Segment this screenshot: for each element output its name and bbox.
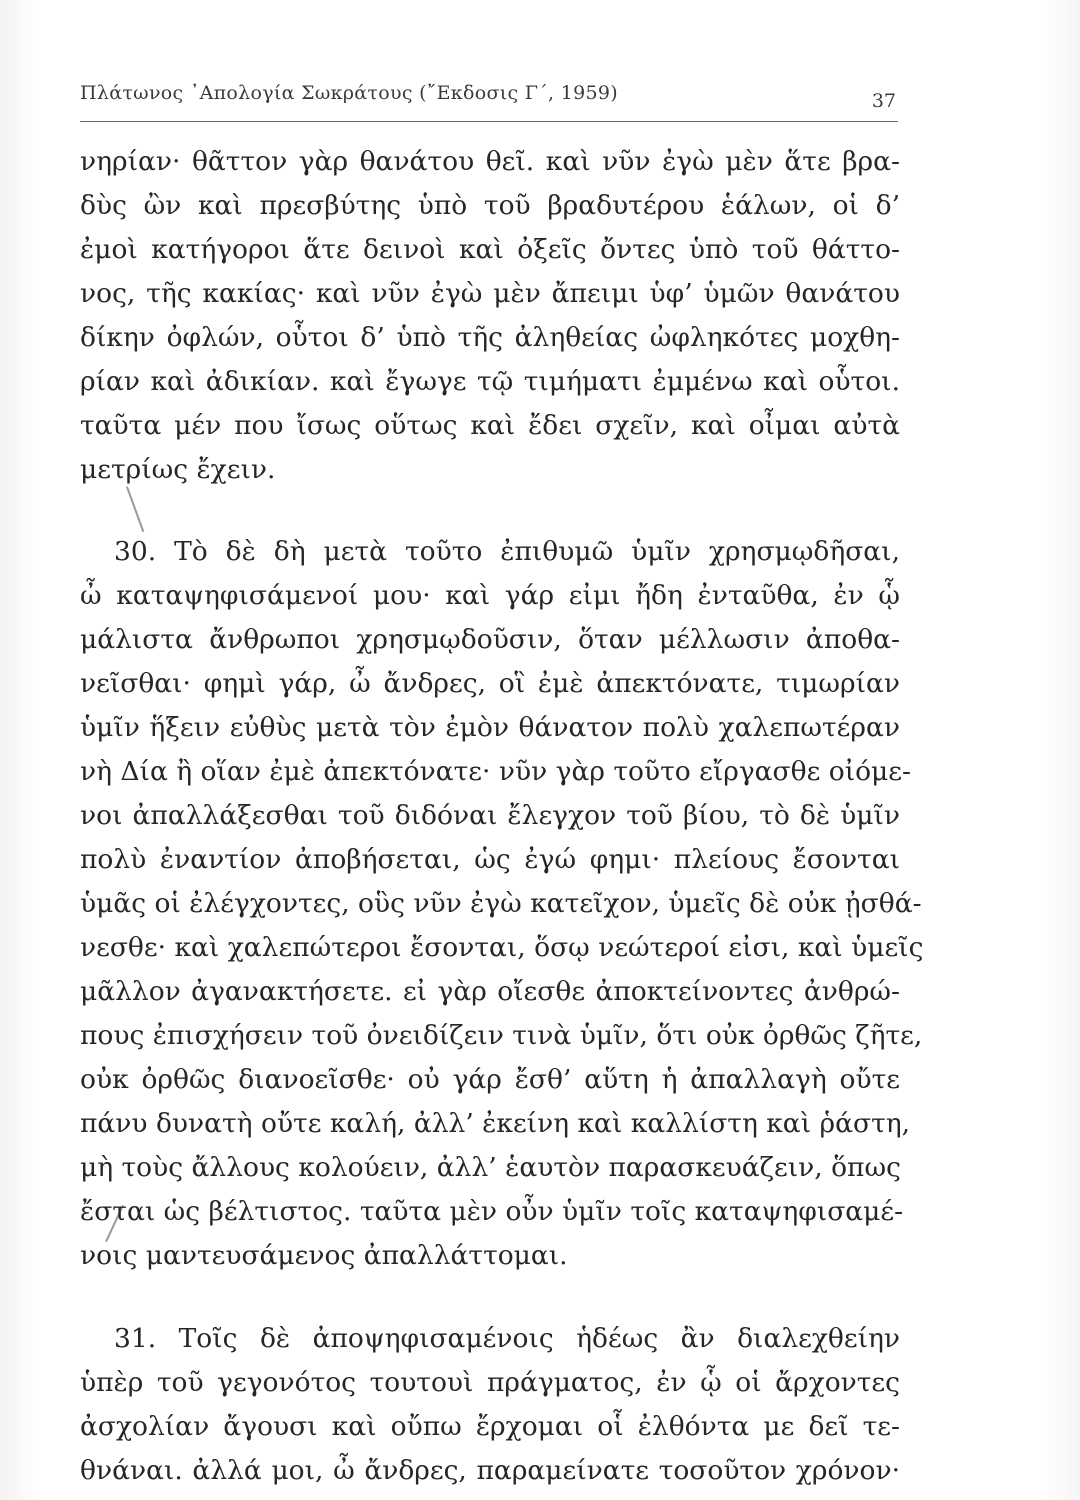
paragraph-1	[80, 140, 900, 492]
text-line: μάλιστα ἄνθρωποι χρησμῳδοῦσιν, ὅταν μέλλωσιν ἀποθα-	[80, 624, 900, 655]
text-line: ἐμοὶ κατήγοροι ἅτε δεινοὶ καὶ ὀξεῖς ὄντες ὑπὸ τοῦ θάττο-	[80, 234, 900, 265]
text-line: νεσθε· καὶ χαλεπώτεροι ἔσονται, ὅσῳ νεώτεροί εἰσι, καὶ ὑμεῖς	[80, 932, 924, 963]
text-line: ὦ καταψηφισάμενοί μου· καὶ γάρ εἰμι ἤδη ἐνταῦθα, ἐν ᾧ	[80, 580, 900, 611]
text-line: μὴ τοὺς ἄλλους κολούειν, ἀλλ’ ἑαυτὸν παρασκευάζειν, ὅπως	[80, 1152, 901, 1183]
text-line: νηρίαν· θᾶττον γὰρ θανάτου θεῖ. καὶ νῦν ἐγὼ μὲν ἅτε βρα-	[80, 146, 900, 177]
paragraph-31	[80, 1317, 900, 1493]
text-line: πάνυ δυνατὴ οὔτε καλή, ἀλλ’ ἐκείνη καὶ καλλίστη καὶ ῥάστη,	[80, 1108, 911, 1139]
text-line: ἀσχολίαν ἄγουσι καὶ οὔπω ἔρχομαι οἷ ἐλθόντα με δεῖ τε-	[80, 1411, 900, 1442]
page-number: 37	[871, 90, 896, 112]
text-line: οὐκ ὀρθῶς διανοεῖσθε· οὐ γάρ ἔσθ’ αὕτη ἡ ἀπαλλαγὴ οὔτε	[80, 1064, 900, 1095]
text-line: 31. Τοῖς δὲ ἀποψηφισαμένοις ἡδέως ἂν διαλεχθείην	[114, 1323, 900, 1354]
paragraph-30	[80, 530, 924, 1278]
running-header	[80, 82, 898, 122]
text-line: ὑμᾶς οἱ ἐλέγχοντες, οὓς νῦν ἐγὼ κατεῖχον, ὑμεῖς δὲ οὐκ ᾐσθά-	[80, 888, 922, 919]
text-line: μᾶλλον ἀγανακτήσετε. εἰ γὰρ οἴεσθε ἀποκτείνοντες ἀνθρώ-	[80, 976, 900, 1007]
header-rule	[80, 121, 898, 122]
header-title: Πλάτωνος ᾿Απολογία Σωκράτους (῎Εκδοσις Γ΄, 1959)	[80, 82, 618, 104]
text-line: ταῦτα μέν που ἴσως οὕτως καὶ ἔδει σχεῖν, καὶ οἶμαι αὐτὰ	[80, 410, 900, 441]
text-line: ὑμῖν ἥξειν εὐθὺς μετὰ τὸν ἐμὸν θάνατον πολὺ χαλεπωτέραν	[80, 712, 900, 743]
text-line: νοις μαντευσάμενος ἀπαλλάττομαι.	[80, 1240, 568, 1271]
paragraph-gap	[80, 1278, 900, 1317]
text-line: ὑπὲρ τοῦ γεγονότος τουτουὶ πράγματος, ἐν ᾧ οἱ ἄρχοντες	[80, 1367, 900, 1398]
text-line: πους ἐπισχήσειν τοῦ ὀνειδίζειν τινὰ ὑμῖν, ὅτι οὐκ ὀρθῶς ζῆτε,	[80, 1020, 923, 1051]
text-line: νεῖσθαι· φημὶ γάρ, ὦ ἄνδρες, οἳ ἐμὲ ἀπεκτόνατε, τιμωρίαν	[80, 668, 900, 699]
paragraph-gap	[80, 492, 900, 530]
text-line: θνάναι. ἀλλά μοι, ὦ ἄνδρες, παραμείνατε τοσοῦτον χρόνον·	[80, 1455, 900, 1486]
text-line: μετρίως ἔχειν.	[80, 454, 276, 485]
text-line: πολὺ ἐναντίον ἀποβήσεται, ὡς ἐγώ φημι· πλείους ἔσονται	[80, 844, 900, 875]
text-line: δίκην ὀφλών, οὗτοι δ’ ὑπὸ τῆς ἀληθείας ὠφληκότες μοχθη-	[80, 322, 900, 353]
text-line: δὺς ὢν καὶ πρεσβύτης ὑπὸ τοῦ βραδυτέρου ἑάλων, οἱ δ’	[80, 190, 900, 221]
text-line: ρίαν καὶ ἀδικίαν. καὶ ἔγωγε τῷ τιμήματι ἐμμένω καὶ οὗτοι.	[80, 366, 900, 397]
text-line: νὴ Δία ἢ οἵαν ἐμὲ ἀπεκτόνατε· νῦν γὰρ τοῦτο εἴργασθε οἰόμε-	[80, 756, 911, 787]
body-text	[80, 140, 924, 1493]
text-line: ἔσται ὡς βέλτιστος. ταῦτα μὲν οὖν ὑμῖν τοῖς καταψηφισαμέ-	[80, 1196, 904, 1227]
text-line: νος, τῆς κακίας· καὶ νῦν ἐγὼ μὲν ἄπειμι ὑφ’ ὑμῶν θανάτου	[80, 278, 900, 309]
text-line: 30. Τὸ δὲ δὴ μετὰ τοῦτο ἐπιθυμῶ ὑμῖν χρησμῳδῆσαι,	[114, 536, 900, 567]
text-line: νοι ἀπαλλάξεσθαι τοῦ διδόναι ἔλεγχον τοῦ βίου, τὸ δὲ ὑμῖν	[80, 800, 900, 831]
